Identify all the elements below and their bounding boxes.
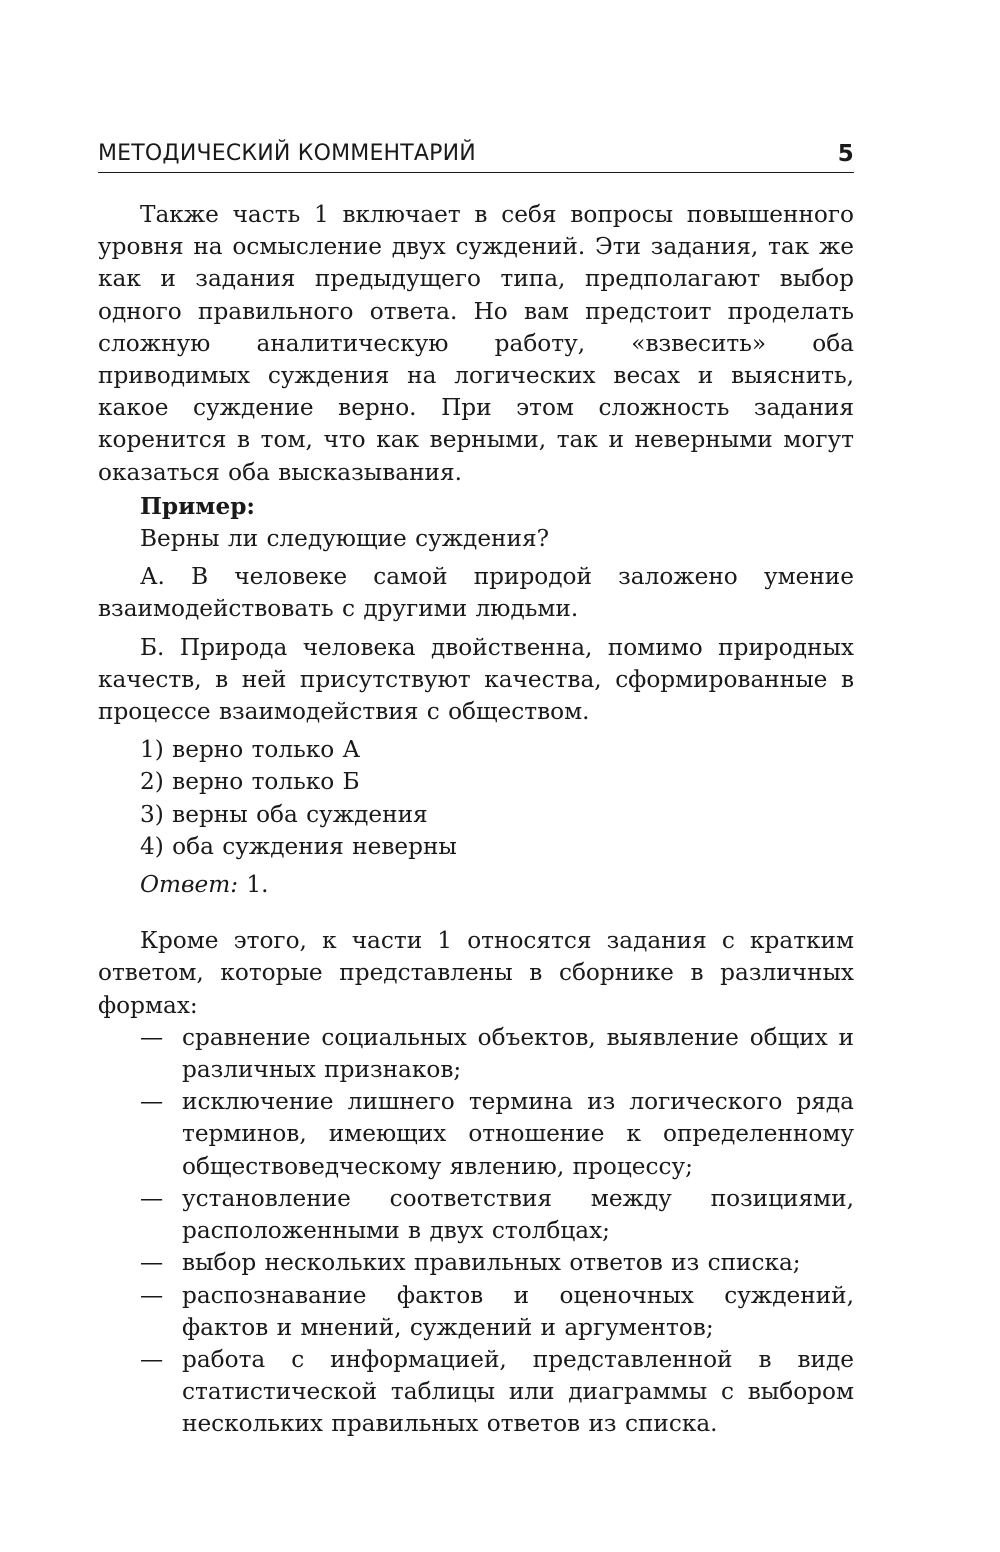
answer-label: Ответ:	[140, 871, 239, 899]
example-question: Верны ли следующие суждения?	[140, 525, 550, 553]
option-4: 4) оба суждения неверны	[140, 832, 457, 860]
task-forms-list	[98, 1022, 854, 1441]
running-head	[98, 140, 854, 173]
body-text	[98, 199, 854, 1441]
list-item	[98, 1247, 854, 1279]
list-item	[98, 1086, 854, 1183]
list-item	[98, 1344, 854, 1441]
statement-a: А. В человеке самой природой заложено умение взаимодействовать с другими людьми.	[98, 563, 854, 623]
dash-marker: —	[140, 1184, 164, 1212]
option-2: 2) верно только Б	[140, 768, 360, 796]
list-item	[98, 1022, 854, 1086]
answer-value: 1.	[246, 871, 269, 899]
list-item	[98, 1183, 854, 1247]
list-item-text: установление соответствия между позициями, расположенными в двух столбцах;	[182, 1184, 854, 1245]
book-page	[98, 140, 854, 1441]
statement-b: Б. Природа человека двойственна, помимо природных качеств, в ней присутствуют качества, сформированные в процессе взаимодействия с обществом.	[98, 633, 854, 726]
list-item-text: исключение лишнего термина из логического ряда терминов, имеющих отношение к определенному обществоведческому явлению, процессу;	[182, 1088, 854, 1180]
option-3: 3) верны оба суждения	[140, 800, 428, 828]
dash-marker: —	[140, 1281, 164, 1309]
dash-marker: —	[140, 1023, 164, 1051]
running-head-title: МЕТОДИЧЕСКИЙ КОММЕНТАРИЙ	[98, 141, 476, 166]
dash-marker: —	[140, 1249, 164, 1277]
answer-line	[98, 869, 854, 901]
example-label: Пример:	[140, 492, 255, 520]
list-item-text: работа с информацией, представленной в виде статистической таблицы или диаграммы с выбором нескольких правильных ответов из списка.	[182, 1345, 854, 1438]
answer-options	[98, 734, 854, 863]
page-number: 5	[837, 141, 854, 167]
option-1: 1) верно только А	[140, 736, 361, 764]
list-item-text: распознавание фактов и оценочных суждений, фактов и мнений, суждений и аргументов;	[182, 1281, 854, 1341]
short-answer-intro: Кроме этого, к части 1 относятся задания с кратким ответом, которые представлены в сборнике в различных формах:	[98, 927, 854, 1019]
dash-marker: —	[140, 1345, 164, 1373]
dash-marker: —	[140, 1088, 164, 1116]
list-item	[98, 1280, 854, 1344]
list-item-text: выбор нескольких правильных ответов из списка;	[182, 1249, 801, 1277]
intro-paragraph: Также часть 1 включает в себя вопросы повышенного уровня на осмысление двух суждений. Эти задания, так же как и задания предыдущего типа, предполагают выбор одного правильного ответа. Но вам предстоит проделать сложную аналитическую работу, «взвесить» оба приводимых суждения на логических весах и выяснить, какое суждение верно. При этом сложность задания коренится в том, что как верными, так и неверными могут оказаться оба высказывания.	[98, 201, 854, 486]
list-item-text: сравнение социальных объектов, выявление общих и различных признаков;	[182, 1023, 854, 1084]
